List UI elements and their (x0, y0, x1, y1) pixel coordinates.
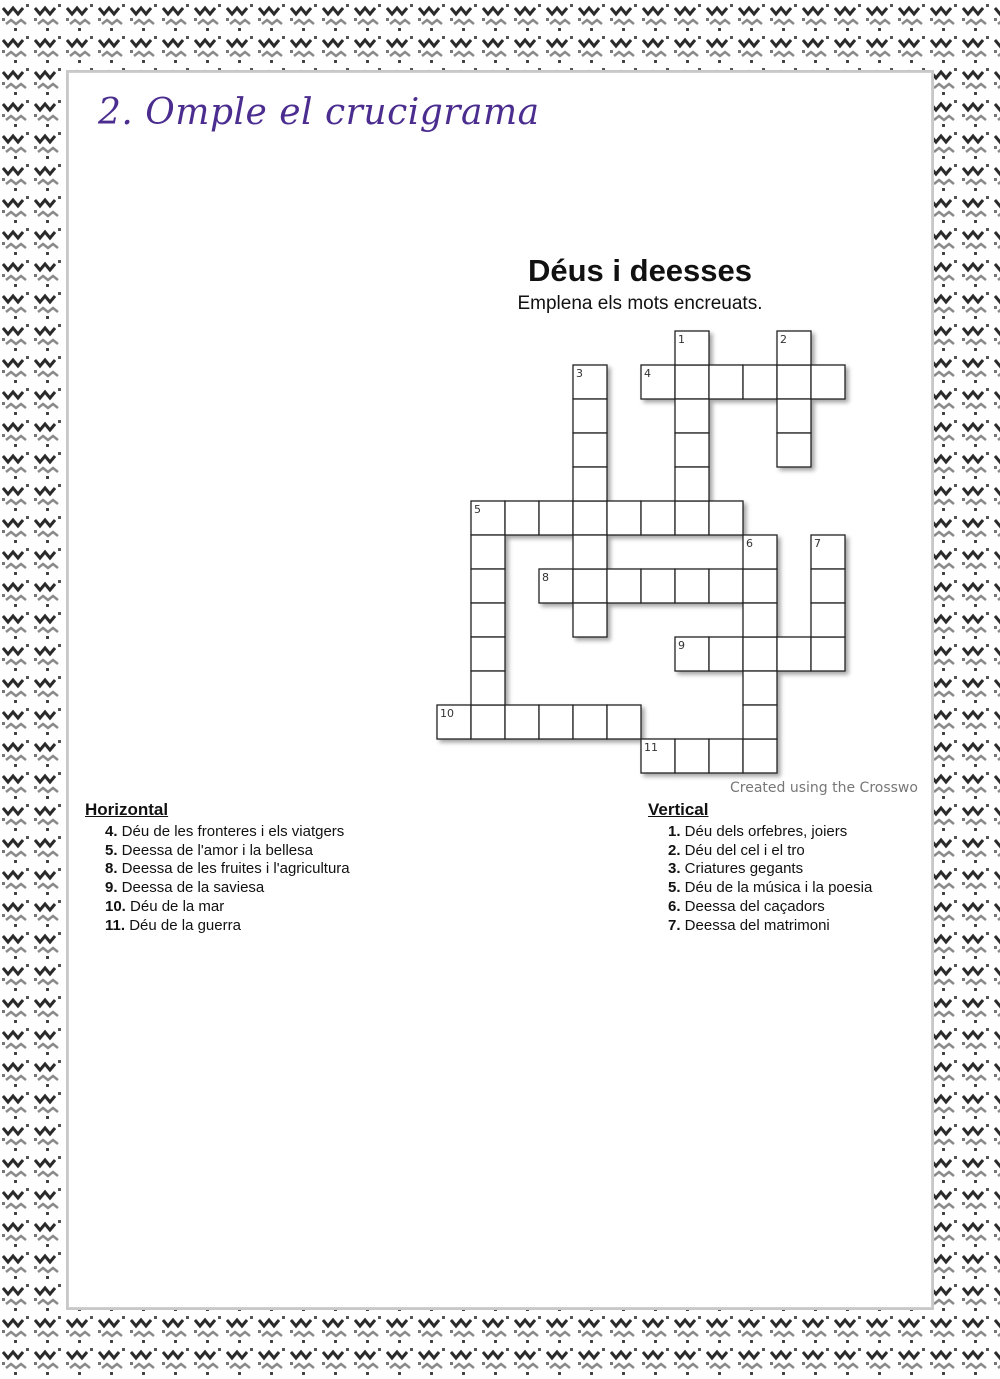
crossword-cell[interactable] (573, 501, 607, 535)
crossword-cell[interactable] (777, 331, 811, 365)
crossword-cell[interactable] (777, 365, 811, 399)
crossword-cell[interactable] (539, 501, 573, 535)
clue-number: 11. (105, 916, 126, 934)
crossword-cell[interactable] (743, 705, 777, 739)
crossword-cell[interactable] (641, 569, 675, 603)
clue-item (668, 917, 872, 936)
clue-text: Déu del cel i el tro (680, 841, 805, 859)
across-clues (85, 800, 350, 935)
crossword-cell[interactable] (641, 365, 675, 399)
clue-item (105, 823, 350, 842)
crossword-cell[interactable] (607, 569, 641, 603)
crossword-cell[interactable] (675, 501, 709, 535)
clue-item (668, 860, 872, 879)
cell-number: 3 (576, 367, 583, 380)
crossword-cell[interactable] (573, 705, 607, 739)
crossword-cell[interactable] (777, 399, 811, 433)
cell-number: 7 (814, 537, 821, 550)
down-clue-list (648, 823, 872, 935)
crossword-cell[interactable] (607, 705, 641, 739)
crossword-cell[interactable] (573, 535, 607, 569)
clue-text: Déu dels orfebres, joiers (680, 823, 848, 840)
crossword-cell[interactable] (811, 365, 845, 399)
crossword-cell[interactable] (573, 399, 607, 433)
crossword-cell[interactable] (709, 365, 743, 399)
crossword-cell[interactable] (573, 365, 607, 399)
clue-item (668, 898, 872, 917)
crossword-cell[interactable] (743, 637, 777, 671)
puzzle-title: Déus i deesses (527, 253, 753, 288)
crossword-cell[interactable] (743, 739, 777, 773)
clue-text: Deessa de la saviesa (117, 879, 265, 897)
clue-number: 5. (105, 841, 118, 859)
clue-text: Deessa del matrimoni (680, 916, 830, 934)
clue-number: 10. (105, 897, 126, 915)
crossword-cell[interactable] (573, 569, 607, 603)
cell-number: 4 (644, 367, 651, 380)
clue-number: 7. (668, 916, 681, 934)
cell-number: 2 (780, 333, 787, 346)
crossword-cell[interactable] (743, 535, 777, 569)
crossword-cell[interactable] (675, 637, 709, 671)
crossword-cell[interactable] (811, 569, 845, 603)
crossword-cell[interactable] (471, 705, 505, 739)
crossword-cell[interactable] (675, 739, 709, 773)
crossword-cell[interactable] (675, 467, 709, 501)
crossword-cell[interactable] (573, 433, 607, 467)
crossword-cell[interactable] (811, 535, 845, 569)
clue-text: Deessa del caçadors (680, 897, 825, 915)
clue-text: Déu de les fronteres i els viatgers (117, 823, 345, 840)
crossword-cell[interactable] (743, 671, 777, 705)
clue-item (105, 898, 350, 917)
crossword-cell[interactable] (471, 501, 505, 535)
cell-number: 10 (440, 707, 454, 720)
crossword-cell[interactable] (607, 501, 641, 535)
crossword-cell[interactable] (641, 739, 675, 773)
clue-text: Déu de la música i la poesia (680, 879, 873, 897)
crossword-cell[interactable] (743, 603, 777, 637)
crossword-cell[interactable] (743, 569, 777, 603)
clue-number: 8. (105, 860, 118, 878)
clue-item (668, 879, 872, 898)
crossword-cell[interactable] (471, 671, 505, 705)
crossword-cell[interactable] (709, 569, 743, 603)
crossword-cell[interactable] (471, 603, 505, 637)
page-heading: 2. Omple el crucigrama (98, 92, 540, 133)
crossword-cell[interactable] (811, 637, 845, 671)
clue-number: 9. (105, 879, 118, 897)
crossword-cell[interactable] (675, 399, 709, 433)
crossword-cell[interactable] (709, 501, 743, 535)
crossword-cell[interactable] (675, 331, 709, 365)
clue-number: 2. (668, 841, 681, 859)
across-title: Horizontal (85, 800, 169, 819)
crossword-cell[interactable] (505, 501, 539, 535)
crossword-cell[interactable] (437, 705, 471, 739)
clue-item (105, 842, 350, 861)
cell-number: 1 (678, 333, 685, 346)
crossword-cell[interactable] (573, 603, 607, 637)
crossword-cell[interactable] (471, 569, 505, 603)
cell-number: 11 (644, 741, 658, 754)
clue-item (668, 842, 872, 861)
clue-text: Déu de la mar (125, 897, 225, 915)
clue-number: 1. (668, 823, 681, 840)
cell-number: 9 (678, 639, 685, 652)
crossword-cell[interactable] (709, 637, 743, 671)
clue-text: Déu de la guerra (125, 916, 241, 934)
cell-number: 8 (542, 571, 549, 584)
puzzle-subtitle: Emplena els mots encreuats. (517, 293, 763, 314)
clue-number: 3. (668, 860, 681, 878)
down-title: Vertical (648, 800, 709, 819)
crossword-cell[interactable] (709, 739, 743, 773)
crossword-cell[interactable] (743, 365, 777, 399)
down-clues (648, 800, 872, 935)
crossword-cell[interactable] (675, 569, 709, 603)
crossword-cell[interactable] (471, 535, 505, 569)
crossword-cell[interactable] (811, 603, 845, 637)
clue-text: Deessa de les fruites i l'agricultura (117, 860, 350, 878)
credit-text: Created using the Crosswo (730, 780, 918, 796)
crossword-cell[interactable] (777, 637, 811, 671)
crossword-cell[interactable] (573, 467, 607, 501)
clue-number: 6. (668, 897, 681, 915)
crossword-cell[interactable] (539, 705, 573, 739)
clue-item (105, 860, 350, 879)
clue-item (105, 917, 350, 936)
clue-item (668, 823, 872, 842)
clue-number: 4. (105, 823, 118, 840)
cell-number: 5 (474, 503, 481, 516)
clue-item (105, 879, 350, 898)
crossword-cell[interactable] (675, 433, 709, 467)
crossword-cell[interactable] (471, 637, 505, 671)
across-clue-list (85, 823, 350, 935)
crossword-cell[interactable] (675, 365, 709, 399)
crossword-cell[interactable] (539, 569, 573, 603)
clue-text: Deessa de l'amor i la bellesa (117, 841, 313, 859)
clue-text: Criatures gegants (680, 860, 804, 878)
clue-number: 5. (668, 879, 681, 897)
crossword-cell[interactable] (505, 705, 539, 739)
crossword-cell[interactable] (641, 501, 675, 535)
cell-number: 6 (746, 537, 753, 550)
crossword-cell[interactable] (777, 433, 811, 467)
